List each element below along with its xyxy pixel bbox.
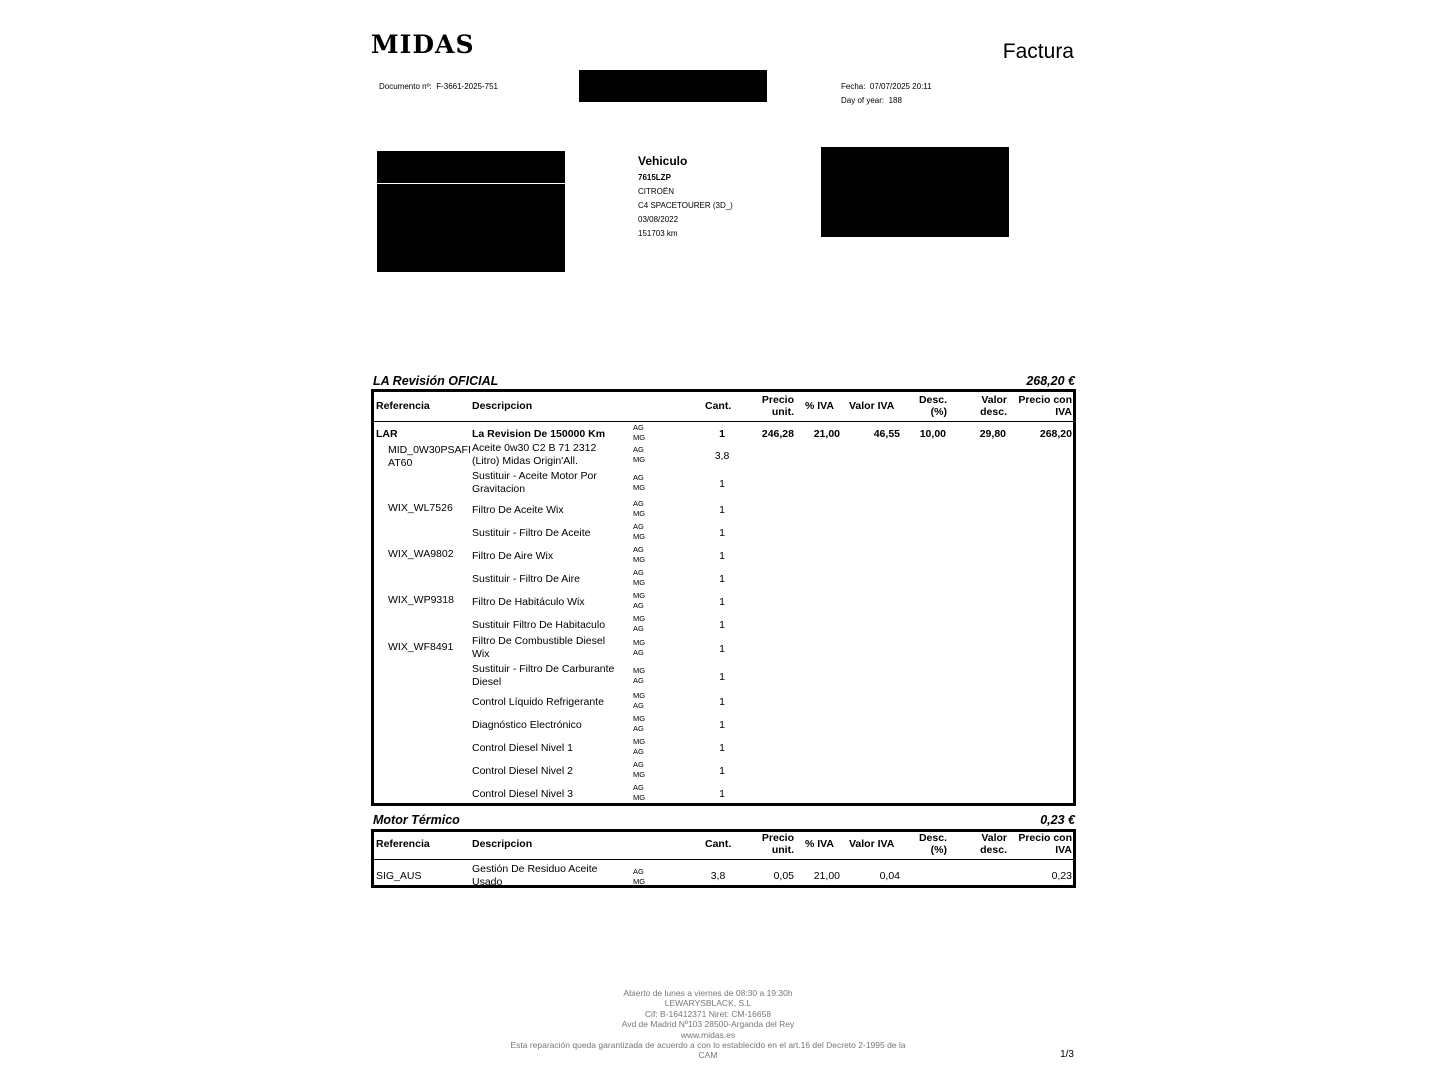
table-cell-desc: Sustituir - Filtro De Aceite xyxy=(472,527,591,539)
footer-line: Avd de Madrid Nº103 28500-Arganda del Rey xyxy=(621,1019,795,1030)
redacted-block xyxy=(377,151,565,183)
vehicle-title: Vehiculo xyxy=(638,154,688,168)
table-cell-desc: Gestión De Residuo Aceite xyxy=(472,863,598,875)
tag-label: MG xyxy=(633,666,646,675)
col-referencia: Referencia xyxy=(376,838,430,850)
tag-label: MG xyxy=(633,877,646,886)
header-divider xyxy=(374,421,1073,422)
footer-line: CAM xyxy=(698,1050,718,1061)
header-divider xyxy=(374,859,1073,860)
tag-label: MG xyxy=(633,555,646,564)
page-number: 1/3 xyxy=(1060,1049,1074,1060)
col-descripcion: Descripcion xyxy=(472,838,533,850)
table-cell-desc: Filtro De Habitáculo Wix xyxy=(472,596,585,608)
section-header xyxy=(373,374,1075,388)
documento-value: F-3661-2025-751 xyxy=(436,82,499,91)
table-cell-valor-iva: 0,04 xyxy=(879,870,900,882)
table-cell-ref: WIX_WP9318 xyxy=(388,594,454,606)
tag-label: AG xyxy=(633,760,644,769)
table-cell-iva: 21,00 xyxy=(813,428,840,440)
col-precio: Precio xyxy=(761,832,794,844)
table-cell-desc: (Litro) Midas Origin'All. xyxy=(472,455,578,467)
footer-line: LEWARYSBLACK, S.L xyxy=(664,998,752,1009)
table-cell-desc: Sustituir - Aceite Motor Por xyxy=(472,470,597,482)
day-of-year xyxy=(841,94,902,108)
footer-line: Esta reparación queda garantizada de acuerdo a con lo establecido en el art.16 del Decreto 2-1995 de la xyxy=(510,1040,906,1051)
table-cell-cant: 1 xyxy=(719,765,725,777)
tag-label: MG xyxy=(633,737,646,746)
footer-line: www.midas.es xyxy=(680,1029,736,1040)
tag-label: AG xyxy=(633,522,644,531)
document-title: Factura xyxy=(1002,40,1074,63)
table-cell-desc: Wix xyxy=(472,648,490,660)
footer xyxy=(480,988,936,1061)
tag-label: MG xyxy=(633,691,646,700)
col-valor-desc: Valor xyxy=(981,394,1007,406)
table-cell-ref: AT60 xyxy=(388,457,413,469)
tag-label: AG xyxy=(633,676,644,685)
tag-label: MG xyxy=(633,638,646,647)
tag-label: MG xyxy=(633,770,646,779)
table-cell-ref: WIX_WF8491 xyxy=(388,641,454,653)
redacted-block xyxy=(821,147,1009,237)
items-table xyxy=(371,389,1076,806)
col-descripcion: Descripcion xyxy=(472,400,533,412)
col-precio-iva: IVA xyxy=(1055,406,1072,418)
tag-label: AG xyxy=(633,724,644,733)
section-total: 0,23 € xyxy=(1040,813,1075,827)
col-referencia: Referencia xyxy=(376,400,430,412)
col-desc-pct: Desc. xyxy=(918,394,947,406)
table-cell-desc: Control Diesel Nivel 3 xyxy=(472,788,573,800)
vehicle-km: 151703 km xyxy=(638,229,678,238)
table-cell-cant: 1 xyxy=(719,550,725,562)
table-cell-iva: 21,00 xyxy=(813,870,840,882)
table-cell-cant: 1 xyxy=(719,428,725,440)
table-cell-desc: Filtro De Aceite Wix xyxy=(472,504,564,516)
table-cell-cant: 1 xyxy=(719,527,725,539)
col-valor-iva: Valor IVA xyxy=(849,400,895,412)
section-total: 268,20 € xyxy=(1026,374,1075,388)
vehicle-plate: 7615LZP xyxy=(638,173,671,182)
footer-line: Cif: B-16412371 Niret: CM-16658 xyxy=(644,1008,772,1019)
table-cell-desc: Diagnóstico Electrónico xyxy=(472,719,582,731)
col-valor-desc: desc. xyxy=(980,406,1007,418)
table-cell-cant: 1 xyxy=(719,719,725,731)
fecha xyxy=(841,80,932,94)
table-cell-cant: 1 xyxy=(719,573,725,585)
table-cell-cant: 1 xyxy=(719,788,725,800)
table-cell-valor-iva: 46,55 xyxy=(873,428,900,440)
tag-label: MG xyxy=(633,433,646,442)
col-desc-pct: (%) xyxy=(930,844,947,856)
vehicle-date: 03/08/2022 xyxy=(638,215,679,224)
table-cell-desc: Usado xyxy=(472,876,503,888)
table-cell-cant: 1 xyxy=(719,696,725,708)
col-iva: % IVA xyxy=(805,400,834,412)
table-cell-desc: La Revision De 150000 Km xyxy=(472,428,606,440)
table-cell-desc: Sustituir - Filtro De Carburante xyxy=(472,663,615,675)
col-precio: unit. xyxy=(771,844,794,856)
tag-label: AG xyxy=(633,648,644,657)
col-precio: unit. xyxy=(771,406,794,418)
table-cell-desc: Sustituir - Filtro De Aire xyxy=(472,573,580,585)
documento-label: Documento nº: xyxy=(379,82,432,91)
tag-label: MG xyxy=(633,578,646,587)
tag-label: MG xyxy=(633,455,646,464)
table-cell-ref: WIX_WA9802 xyxy=(388,548,454,560)
table-cell-cant: 1 xyxy=(719,504,725,516)
vehicle-make: CITROËN xyxy=(638,187,674,196)
tag-label: MG xyxy=(633,509,646,518)
tag-label: AG xyxy=(633,783,644,792)
tag-label: AG xyxy=(633,545,644,554)
day-value: 188 xyxy=(888,96,902,105)
table-cell-precio-iva: 0,23 xyxy=(1051,870,1072,882)
table-cell-cant: 3,8 xyxy=(710,870,726,882)
col-cant: Cant. xyxy=(705,400,732,412)
tag-label: AG xyxy=(633,499,644,508)
tag-label: MG xyxy=(633,714,646,723)
table-cell-cant: 1 xyxy=(719,478,725,490)
fecha-value: 07/07/2025 20:11 xyxy=(869,82,932,91)
table-cell-desc-pct: 10,00 xyxy=(919,428,946,440)
vehicle-info xyxy=(638,154,733,241)
table-cell-desc: Filtro De Combustible Diesel xyxy=(472,635,606,647)
col-desc-pct: Desc. xyxy=(918,832,947,844)
table-cell-precio: 246,28 xyxy=(761,428,794,440)
table-cell-precio: 0,05 xyxy=(773,870,794,882)
table-cell-ref: LAR xyxy=(376,428,398,440)
col-precio-iva: Precio con xyxy=(1018,394,1072,406)
tag-label: AG xyxy=(633,701,644,710)
col-valor-iva: Valor IVA xyxy=(849,838,895,850)
documento-number xyxy=(379,80,498,94)
tag-label: AG xyxy=(633,445,644,454)
table-cell-desc: Aceite 0w30 C2 B 71 2312 xyxy=(472,442,597,454)
section-title: LA Revisión OFICIAL xyxy=(373,374,499,388)
footer-line: Abierto de lunes a viernes de 08:30 a 19:30h xyxy=(623,988,793,998)
tag-label: MG xyxy=(633,591,646,600)
tag-label: AG xyxy=(633,867,644,876)
table-cell-precio-iva: 268,20 xyxy=(1039,428,1072,440)
col-valor-desc: desc. xyxy=(980,844,1007,856)
section-header xyxy=(373,813,1075,827)
table-cell-desc: Control Diesel Nivel 1 xyxy=(472,742,573,754)
redacted-block xyxy=(579,70,767,102)
vehicle-model: C4 SPACETOURER (3D_) xyxy=(638,201,733,210)
tag-label: MG xyxy=(633,614,646,623)
tag-label: MG xyxy=(633,532,646,541)
table-cell-desc: Sustituir Filtro De Habitaculo xyxy=(472,619,606,631)
col-valor-desc: Valor xyxy=(981,832,1007,844)
redacted-block xyxy=(377,184,565,272)
midas-logo: MIDAS xyxy=(371,30,475,59)
tag-label: AG xyxy=(633,568,644,577)
table-cell-ref: WIX_WL7526 xyxy=(388,502,453,514)
table-cell-ref: SIG_AUS xyxy=(376,870,422,882)
tag-label: AG xyxy=(633,473,644,482)
table-cell-desc: Filtro De Aire Wix xyxy=(472,550,554,562)
table-cell-desc: Gravitacion xyxy=(472,483,526,495)
tag-label: MG xyxy=(633,793,646,802)
col-iva: % IVA xyxy=(805,838,834,850)
col-cant: Cant. xyxy=(705,838,732,850)
table-cell-cant: 1 xyxy=(719,596,725,608)
table-cell-desc: Control Diesel Nivel 2 xyxy=(472,765,573,777)
col-precio-iva: IVA xyxy=(1055,844,1072,856)
col-desc-pct: (%) xyxy=(930,406,947,418)
table-cell-desc: Diesel xyxy=(472,676,502,688)
col-precio-iva: Precio con xyxy=(1018,832,1072,844)
col-precio: Precio xyxy=(761,394,794,406)
tag-label: AG xyxy=(633,747,644,756)
table-cell-cant: 1 xyxy=(719,643,725,655)
table-cell-cant: 3,8 xyxy=(714,450,730,462)
items-table xyxy=(371,829,1076,888)
tag-label: AG xyxy=(633,601,644,610)
table-cell-cant: 1 xyxy=(719,742,725,754)
table-cell-ref: MID_0W30PSAFI xyxy=(388,444,471,456)
tag-label: AG xyxy=(633,423,644,432)
tag-label: AG xyxy=(633,624,644,633)
day-label: Day of year: xyxy=(841,96,885,105)
table-cell-cant: 1 xyxy=(719,671,725,683)
table-cell-cant: 1 xyxy=(719,619,725,631)
table-cell-desc: Control Líquido Refrigerante xyxy=(472,696,604,708)
fecha-label: Fecha: xyxy=(841,82,866,91)
section-title: Motor Térmico xyxy=(373,813,460,827)
table-cell-valor-desc: 29,80 xyxy=(979,428,1006,440)
tag-label: MG xyxy=(633,483,646,492)
